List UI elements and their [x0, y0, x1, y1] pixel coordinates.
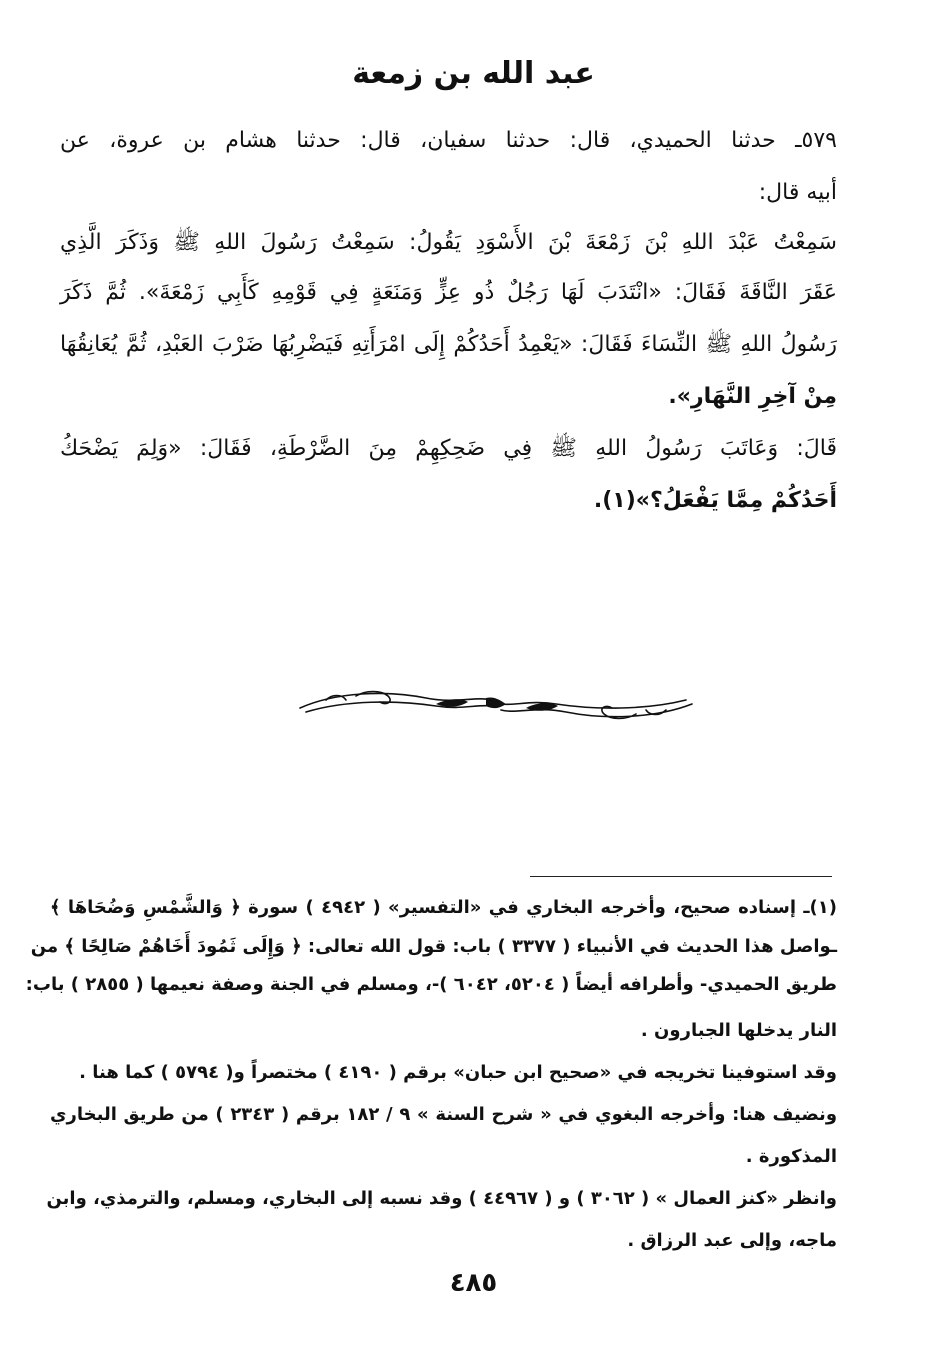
body-line: مِنْ آخِرِ النَّهَارِ».: [668, 384, 837, 409]
footnote-line: ونضيف هنا: وأخرجه البغوي في « شرح السنة » ٩ / ١٨٢ برقم ( ٢٣٤٣ ) من طريق البخاري: [50, 1104, 838, 1125]
footnote-line: (١)ـ إسناده صحيح، وأخرجه البخاري في «التفسير» ( ٤٩٤٢ ) سورة ﴿ وَالشَّمْسِ وَضُحَاهَا ﴾: [50, 897, 837, 918]
footnote-line: المذكورة .: [745, 1146, 837, 1167]
footnote-separator: [530, 876, 832, 877]
body-line: سَمِعْتُ عَبْدَ اللهِ بْنَ زَمْعَةَ بْنَ الأَسْوَدِ يَقُولُ: سَمِعْتُ رَسُولَ اللهِ ﷺ وَذَكَرَ الَّذِي: [60, 230, 837, 255]
page-number: ٤٨٥: [449, 1268, 498, 1298]
footnote-line: ماجه، وإلى عبد الرزاق .: [627, 1230, 837, 1251]
footnote-line: وقد استوفينا تخريجه في «صحيح ابن حبان» برقم ( ٤١٩٠ ) مختصراً و( ٥٧٩٤ ) كما هنا .: [79, 1062, 837, 1083]
body-line: عَقَرَ النَّاقَةَ فَقَالَ: «انْتَدَبَ لَهَا رَجُلٌ ذُو عِزٍّ وَمَنَعَةٍ فِي قَوْمِهِ كَأَبِي زَمْعَةَ». ثُمَّ ذَكَرَ: [60, 280, 837, 305]
body-line: أبيه قال:: [758, 180, 837, 205]
body-line: قَالَ: وَعَاتَبَ رَسُولُ اللهِ ﷺ فِي ضَحِكِهِمْ مِنَ الضَّرْطَةِ، فَقَالَ: «وَلِمَ يَضْحَكُ: [60, 436, 837, 461]
body-line: ٥٧٩ـ حدثنا الحميدي، قال: حدثنا سفيان، قال: حدثنا هشام بن عروة، عن: [60, 128, 837, 153]
footnote-line: وانظر «كنز العمال » ( ٣٠٦٢ ) و ( ٤٤٩٦٧ ) وقد نسبه إلى البخاري، ومسلم، والترمذي، وابن: [46, 1188, 837, 1209]
footnote-line: ـواصل هذا الحديث في الأنبياء ( ٣٣٧٧ ) باب: قول الله تعالى: ﴿ وَإِلَى ثَمُودَ أَخَاهُمْ صَالِحًا ﴾ من: [30, 936, 837, 957]
body-line: أَحَدُكُمْ مِمَّا يَفْعَلُ؟»(١).: [593, 488, 837, 513]
page-title: عبد الله بن زمعة: [352, 56, 595, 91]
footnote-line: النار يدخلها الجبارون .: [640, 1020, 837, 1041]
ornament-divider-icon: [296, 686, 696, 722]
body-line: رَسُولُ اللهِ ﷺ النِّسَاءَ فَقَالَ: «يَعْمِدُ أَحَدُكُمْ إِلَى امْرَأَتِهِ فَيَضْرِبُهَا ضَرْبَ العَبْدِ، ثُمَّ يُعَانِقُهَا: [60, 332, 837, 357]
footnote-line: طريق الحميدي- وأطرافه أيضاً ( ٥٢٠٤، ٦٠٤٢ )-، ومسلم في الجنة وصفة نعيمها ( ٢٨٥٥ ) باب:: [25, 974, 837, 995]
